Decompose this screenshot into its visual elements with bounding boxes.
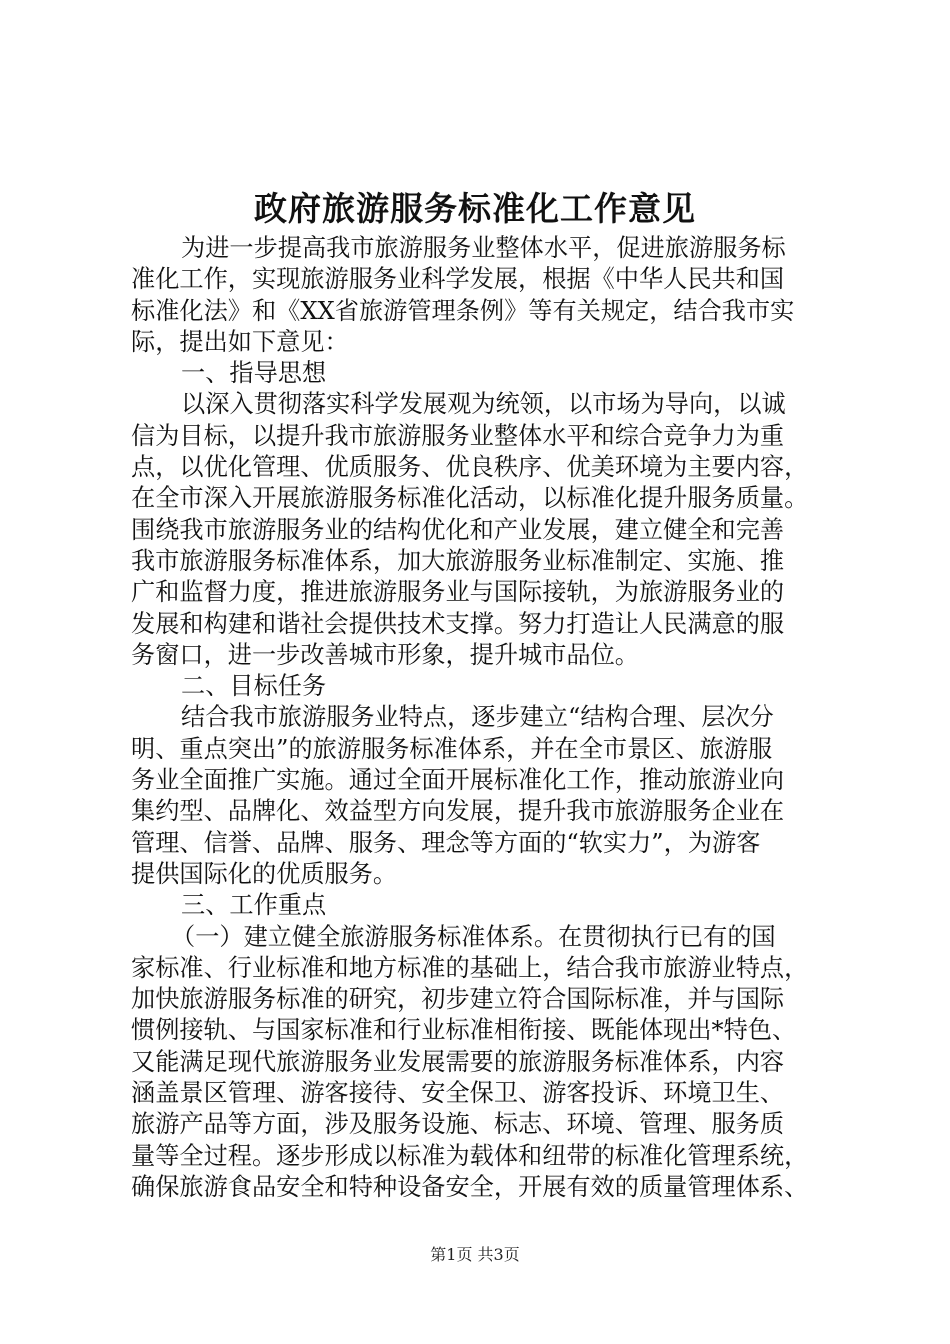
document-body	[131, 233, 831, 1203]
paragraph-line: 加快旅游服务标准的研究，初步建立符合国际标准，并与国际	[131, 985, 785, 1014]
paragraph-line: 准化工作，实现旅游服务业科学发展，根据《中华人民共和国	[131, 265, 785, 294]
paragraph-line: 发展和构建和谐社会提供技术支撑。努力打造让人民满意的服	[131, 609, 785, 638]
paragraph-line: 际，提出如下意见：	[131, 327, 349, 356]
paragraph-line: 我市旅游服务标准体系，加大旅游服务业标准制定、实施、推	[131, 546, 785, 575]
paragraph-line: 集约型、品牌化、效益型方向发展，提升我市旅游服务企业在	[131, 797, 785, 826]
paragraph-line: （一）建立健全旅游服务标准体系。在贯彻执行已有的国	[171, 922, 776, 951]
paragraph-line: 围绕我市旅游服务业的结构优化和产业发展，建立健全和完善	[131, 515, 785, 544]
paragraph-line: 明、重点突出”的旅游服务标准体系，并在全市景区、旅游服	[131, 734, 773, 763]
paragraph-line: 涵盖景区管理、游客接待、安全保卫、游客投诉、环境卫生、	[131, 1079, 785, 1108]
paragraph-line: 务窗口，进一步改善城市形象，提升城市品位。	[131, 640, 639, 669]
paragraph-line: 信为目标，以提升我市旅游服务业整体水平和综合竞争力为重	[131, 421, 785, 450]
paragraph-line: 点，以优化管理、优质服务、优良秩序、优美环境为主要内容，	[131, 453, 809, 482]
page-number: 第1页 共3页	[430, 1245, 520, 1264]
paragraph-line: 结合我市旅游服务业特点，逐步建立“结构合理、层次分	[181, 703, 774, 732]
paragraph-line: 管理、信誉、品牌、服务、理念等方面的“软实力”，为游客	[131, 828, 761, 857]
paragraph-line: 务业全面推广实施。通过全面开展标准化工作，推动旅游业向	[131, 766, 785, 795]
paragraph-line: 又能满足现代旅游服务业发展需要的旅游服务标准体系，内容	[131, 1047, 785, 1076]
paragraph-line: 量等全过程。逐步形成以标准为载体和纽带的标准化管理系统，	[131, 1141, 809, 1170]
paragraph-line: 旅游产品等方面，涉及服务设施、标志、环境、管理、服务质	[131, 1110, 785, 1139]
paragraph-line: 提供国际化的优质服务。	[131, 859, 398, 888]
paragraph-line: 为进一步提高我市旅游服务业整体水平，促进旅游服务标	[181, 234, 786, 262]
paragraph-line: 在全市深入开展旅游服务标准化活动，以标准化提升服务质量。	[131, 484, 809, 513]
paragraph-line: 广和监督力度，推进旅游服务业与国际接轨，为旅游服务业的	[131, 578, 785, 607]
document-title: 政府旅游服务标准化工作意见	[254, 189, 696, 228]
paragraph-line: 家标准、行业标准和地方标准的基础上，结合我市旅游业特点，	[131, 953, 809, 982]
paragraph-line: 以深入贯彻落实科学发展观为统领，以市场为导向，以诚	[181, 390, 786, 419]
paragraph-line: 标准化法》和《XX省旅游管理条例》等有关规定，结合我市实	[131, 296, 795, 325]
section-heading: 二、目标任务	[181, 672, 327, 701]
paragraph-line: 惯例接轨、与国家标准和行业标准相衔接、既能体现出*特色、	[131, 1016, 797, 1045]
paragraph-line: 确保旅游食品安全和特种设备安全，开展有效的质量管理体系、	[131, 1172, 809, 1201]
section-heading: 三、工作重点	[181, 891, 327, 920]
section-heading: 一、指导思想	[181, 359, 327, 388]
